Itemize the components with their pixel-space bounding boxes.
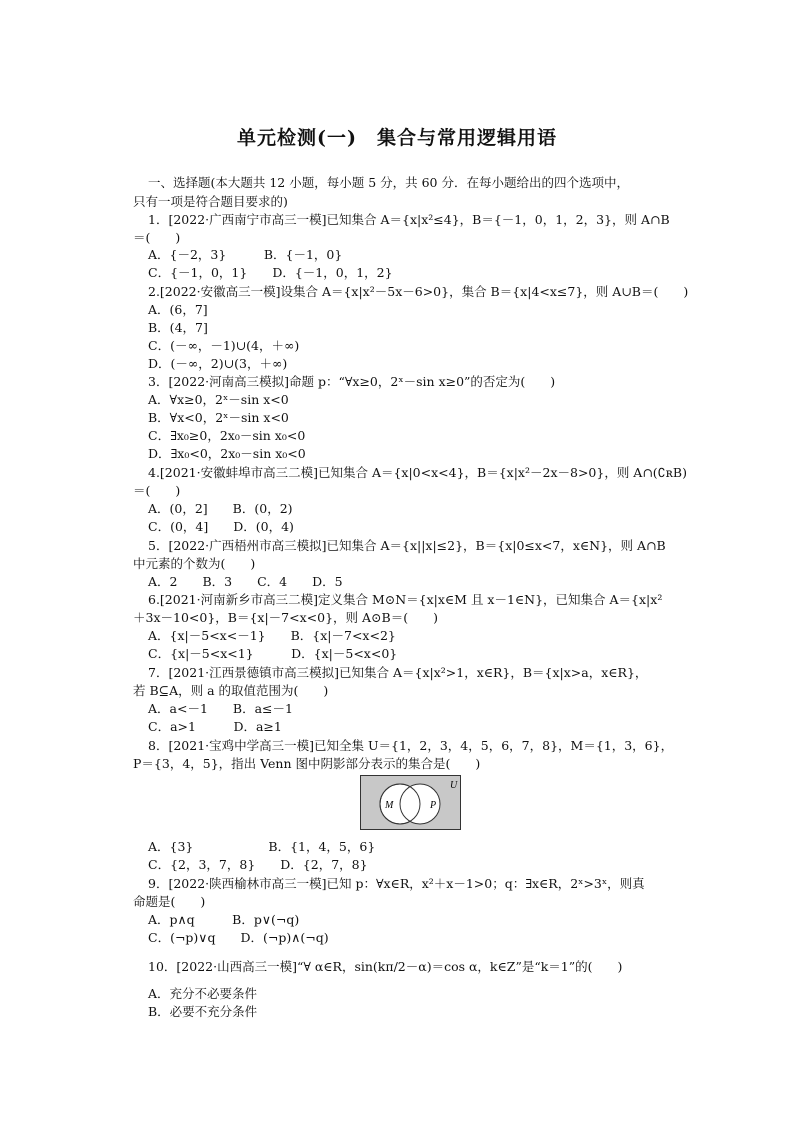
text-line-q4c: A．(0，2] B．(0，2): [148, 501, 293, 516]
text-line-q5b: 中元素的个数为( ): [133, 556, 256, 571]
text-line-q4b: ＝( ): [133, 483, 181, 498]
text-line-q4d: C．(0，4] D．(0，4): [148, 519, 294, 534]
text-line-q3d: C．∃x₀≥0，2x₀－sin x₀<0: [148, 428, 306, 443]
text-line-q6c: A．{x|－5<x<－1} B．{x|－7<x<2}: [148, 628, 396, 643]
text-line-q9a: 9．[2022·陕西榆林市高三一模]已知 p：∀x∈R，x²＋x－1>0；q：∃x∈R，2ˣ>3ˣ，则真: [148, 876, 645, 891]
text-line-q9d: C．(¬p)∨q D．(¬p)∧(¬q): [148, 930, 329, 945]
text-line-q3e: D．∃x₀<0，2x₀－sin x₀<0: [148, 446, 306, 461]
text-line-q1b: ＝( ): [133, 230, 181, 245]
text-line-q5c: A．2 B．3 C．4 D．5: [148, 574, 343, 589]
text-line-q9b: 命题是( ): [133, 894, 206, 909]
text-line-q6b: ＋3x－10<0}，B＝{x|－7<x<0}，则 A⊙B＝( ): [133, 610, 438, 625]
text-line-q2b: A．(6，7]: [148, 302, 208, 317]
text-line-q2c: B．(4，7]: [148, 320, 208, 335]
text-line-q6a: 6.[2021·河南新乡市高三二模]定义集合 M⊙N＝{x|x∈M 且 x－1∈N}，已知集合 A＝{x|x²: [148, 592, 663, 607]
text-line-q10a: 10．[2022·山西高三一模]“∀ α∈R，sin(kπ/2－α)＝cos α，k∈Z”是“k＝1”的( ): [148, 959, 623, 974]
text-line-intro1: 一、选择题(本大题共 12 小题，每小题 5 分，共 60 分．在每小题给出的四个选项中，: [148, 175, 629, 190]
text-line-intro2: 只有一项是符合题目要求的): [133, 194, 288, 209]
text-line-q4a: 4.[2021·安徽蚌埠市高三二模]已知集合 A＝{x|0<x<4}，B＝{x|x²－2x－8>0}，则 A∩(∁ʀB): [148, 465, 687, 480]
text-line-q8d: C．{2，3，7，8} D．{2，7，8}: [148, 857, 368, 872]
text-line-q8b: P＝{3，4，5}，指出 Venn 图中阴影部分表示的集合是( ): [133, 756, 481, 771]
text-line-q2a: 2.[2022·安徽高三一模]设集合 A＝{x|x²－5x－6>0}，集合 B＝{x|4<x≤7}，则 A∪B＝( ): [148, 284, 689, 299]
venn-label-u: U: [450, 780, 458, 791]
venn-label-p: P: [430, 800, 437, 811]
text-line-q6d: C．{x|－5<x<1} D．{x|－5<x<0}: [148, 646, 398, 661]
text-line-q8a: 8．[2021·宝鸡中学高三一模]已知全集 U＝{1，2，3，4，5，6，7，8}，M＝{1，3，6}，: [148, 738, 674, 753]
text-line-q3c: B．∀x<0，2ˣ－sin x<0: [148, 410, 289, 425]
text-line-q1d: C．{－1，0，1} D．{－1，0，1，2}: [148, 265, 393, 280]
text-line-q3a: 3．[2022·河南高三模拟]命题 p：“∀x≥0，2ˣ－sin x≥0”的否定为( ): [148, 374, 556, 389]
text-line-q5a: 5．[2022·广西梧州市高三模拟]已知集合 A＝{x||x|≤2}，B＝{x|0≤x<7，x∈N}，则 A∩B: [148, 538, 666, 553]
text-line-q7a: 7．[2021·江西景德镇市高三模拟]已知集合 A＝{x|x²>1，x∈R}，B＝{x|x>a，x∈R}，: [148, 665, 648, 680]
text-line-q9c: A．p∧q B．p∨(¬q): [148, 912, 300, 927]
text-line-q7b: 若 B⊆A，则 a 的取值范围为( ): [133, 683, 329, 698]
venn-label-m: M: [385, 800, 394, 811]
text-line-q2e: D．(－∞，2)∪(3，＋∞): [148, 356, 288, 371]
text-line-q7d: C．a>1 D．a≥1: [148, 719, 282, 734]
text-line-q7c: A．a<－1 B．a≤－1: [148, 701, 293, 716]
page-title: 单元检测(一) 集合与常用逻辑用语: [237, 127, 557, 149]
text-line-q8c: A．{3} B．{1，4，5，6}: [148, 839, 376, 854]
text-line-q10c: B．必要不充分条件: [148, 1004, 258, 1019]
text-line-q10b: A．充分不必要条件: [148, 986, 258, 1001]
text-line-q1c: A．{－2，3} B．{－1，0}: [148, 247, 343, 262]
text-line-q1a: 1．[2022·广西南宁市高三一模]已知集合 A＝{x|x²≤4}，B＝{－1，0，1，2，3}，则 A∩B: [148, 212, 670, 227]
text-line-q2d: C．(－∞，－1)∪(4，＋∞): [148, 338, 300, 353]
text-line-q3b: A．∀x≥0，2ˣ－sin x<0: [148, 392, 289, 407]
venn-diagram: [360, 775, 461, 830]
